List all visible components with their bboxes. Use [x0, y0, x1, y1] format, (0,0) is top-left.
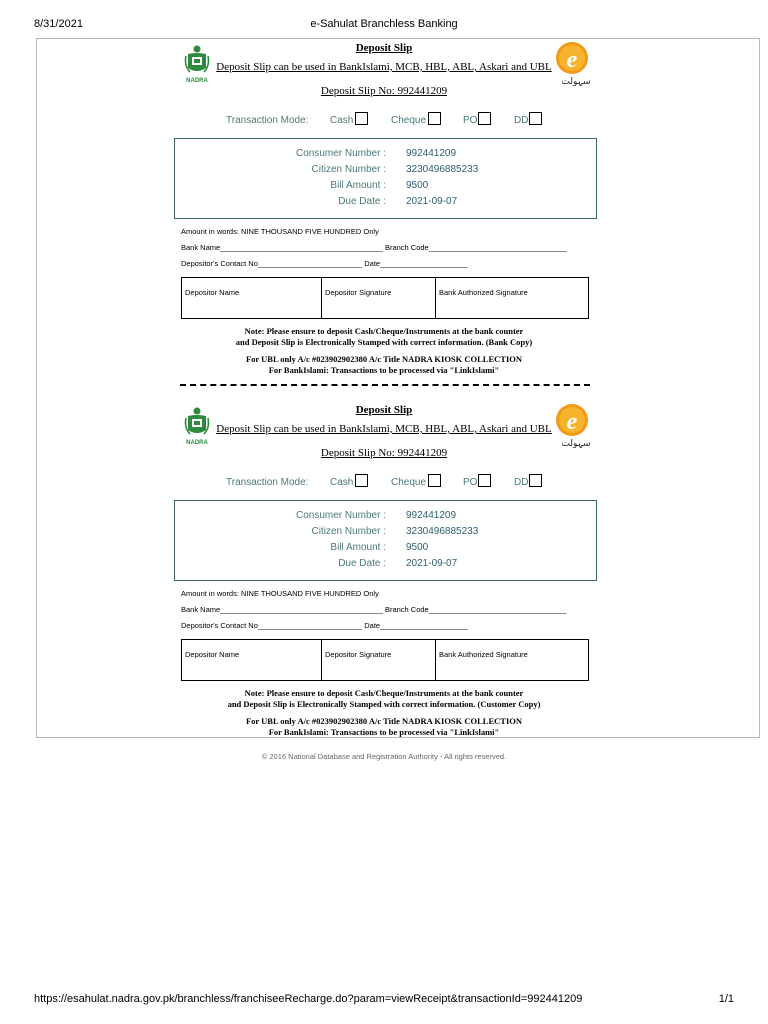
- mode-po-checkbox[interactable]: [478, 474, 491, 487]
- note-line-2: and Deposit Slip is Electronically Stamped with correct information. (Customer Copy): [227, 699, 541, 709]
- transaction-mode-label: Transaction Mode:: [226, 477, 309, 488]
- amount-in-words: Amount in words: NINE THOUSAND FIVE HUNDRED Only: [181, 227, 379, 236]
- due-date-label: Due Date :: [338, 558, 386, 569]
- info-row-due-date: [175, 196, 598, 212]
- bankislami-line: For BankIslami: Transactions to be processed via "LinkIslami": [268, 365, 500, 375]
- consumer-number-label: Consumer Number :: [295, 510, 386, 521]
- esahulat-urdu: سہولت: [561, 439, 591, 448]
- consumer-info-box: [174, 138, 597, 219]
- info-row-due-date: [175, 558, 598, 574]
- note-line-1: Note: Please ensure to deposit Cash/Cheque/Instruments at the bank counter: [244, 326, 524, 336]
- print-url: https://esahulat.nadra.gov.pk/branchless/franchiseeRecharge.do?param=viewReceipt&transactionId=992441209: [34, 993, 583, 1005]
- esahulat-logo-icon: [552, 40, 592, 86]
- depositor-name-cell: Depositor Name: [182, 278, 322, 318]
- esahulat-urdu: سہولت: [561, 77, 591, 86]
- mode-cheque-checkbox[interactable]: [428, 474, 441, 487]
- mode-dd-checkbox[interactable]: [529, 474, 542, 487]
- info-row-citizen: [175, 526, 598, 542]
- bank-signature-cell: Bank Authorized Signature: [439, 650, 528, 659]
- bank-name-line: Bank Name_______________________________________ Branch Code_________________________________: [181, 605, 567, 614]
- mode-po-label: PO: [463, 115, 478, 126]
- due-date-value: 2021-09-07: [406, 196, 458, 207]
- citizen-number-value: 3230496885233: [406, 164, 479, 175]
- consumer-number-label: Consumer Number :: [295, 148, 386, 159]
- citizen-number-label: Citizen Number :: [311, 164, 386, 175]
- transaction-mode-label: Transaction Mode:: [226, 115, 309, 126]
- due-date-value: 2021-09-07: [406, 558, 458, 569]
- bill-amount-label: Bill Amount :: [330, 180, 386, 191]
- mode-dd-label: DD: [514, 477, 529, 488]
- slip-title: Deposit Slip: [355, 42, 413, 54]
- info-row-amount: [175, 180, 598, 196]
- signature-table: [181, 277, 589, 319]
- note-line-2: and Deposit Slip is Electronically Stamped with correct information. (Bank Copy): [235, 337, 533, 347]
- transaction-mode-row: [0, 474, 768, 492]
- cut-line-divider: [180, 384, 590, 386]
- nadra-logo-text: NADRA: [186, 440, 208, 446]
- mode-cash-checkbox[interactable]: [355, 474, 368, 487]
- mode-cheque-label: Cheque: [391, 115, 427, 126]
- consumer-number-value: 992441209: [406, 148, 457, 159]
- print-page-number: 1/1: [718, 993, 734, 1005]
- contact-date-line: Depositor's Contact No_________________________ Date_____________________: [181, 621, 468, 630]
- info-row-amount: [175, 542, 598, 558]
- info-row-consumer: [175, 148, 598, 164]
- citizen-number-value: 3230496885233: [406, 526, 479, 537]
- depositor-signature-cell: Depositor Signature: [322, 640, 436, 680]
- bankislami-line: For BankIslami: Transactions to be processed via "LinkIslami": [268, 727, 500, 737]
- depositor-signature-cell: Depositor Signature: [322, 278, 436, 318]
- mode-cash-label: Cash: [330, 115, 354, 126]
- mode-dd-label: DD: [514, 115, 529, 126]
- bank-name-line: Bank Name_______________________________________ Branch Code_________________________________: [181, 243, 567, 252]
- esahulat-letter: e: [566, 47, 578, 73]
- slip-banks-note: Deposit Slip can be used in BankIslami, MCB, HBL, ABL, Askari and UBL: [216, 423, 552, 435]
- nadra-logo-text: NADRA: [186, 78, 208, 84]
- mode-cheque-label: Cheque: [391, 477, 427, 488]
- mode-po-label: PO: [463, 477, 478, 488]
- amount-in-words: Amount in words: NINE THOUSAND FIVE HUNDRED Only: [181, 589, 379, 598]
- print-date: 8/31/2021: [34, 18, 83, 30]
- note-line-1: Note: Please ensure to deposit Cash/Cheque/Instruments at the bank counter: [244, 688, 524, 698]
- mode-cash-checkbox[interactable]: [355, 112, 368, 125]
- depositor-name-cell: Depositor Name: [182, 640, 322, 680]
- due-date-label: Due Date :: [338, 196, 386, 207]
- deposit-slip-customer-copy: [0, 400, 768, 752]
- bill-amount-value: 9500: [406, 180, 429, 191]
- slip-number: Deposit Slip No: 992441209: [320, 447, 448, 459]
- mode-po-checkbox[interactable]: [478, 112, 491, 125]
- print-title: e-Sahulat Branchless Banking: [310, 18, 458, 30]
- slip-banks-note: Deposit Slip can be used in BankIslami, MCB, HBL, ABL, Askari and UBL: [216, 61, 552, 73]
- bank-signature-cell: Bank Authorized Signature: [439, 288, 528, 297]
- slip-number: Deposit Slip No: 992441209: [320, 85, 448, 97]
- mode-cheque-checkbox[interactable]: [428, 112, 441, 125]
- transaction-mode-row: [0, 112, 768, 130]
- bill-amount-label: Bill Amount :: [330, 542, 386, 553]
- info-row-consumer: [175, 510, 598, 526]
- deposit-slip-bank-copy: [0, 38, 768, 390]
- citizen-number-label: Citizen Number :: [311, 526, 386, 537]
- esahulat-letter: e: [566, 409, 578, 435]
- ubl-account-line: For UBL only A/c #023902902380 A/c Title NADRA KIOSK COLLECTION: [245, 354, 523, 364]
- mode-cash-label: Cash: [330, 477, 354, 488]
- signature-table: [181, 639, 589, 681]
- ubl-account-line: For UBL only A/c #023902902380 A/c Title NADRA KIOSK COLLECTION: [245, 716, 523, 726]
- mode-dd-checkbox[interactable]: [529, 112, 542, 125]
- bill-amount-value: 9500: [406, 542, 429, 553]
- esahulat-logo-icon: [552, 402, 592, 448]
- info-row-citizen: [175, 164, 598, 180]
- consumer-info-box: [174, 500, 597, 581]
- copyright-notice: © 2016 National Database and Registration Authority - All rights reserved.: [261, 752, 507, 761]
- consumer-number-value: 992441209: [406, 510, 457, 521]
- slip-title: Deposit Slip: [355, 404, 413, 416]
- contact-date-line: Depositor's Contact No_________________________ Date_____________________: [181, 259, 468, 268]
